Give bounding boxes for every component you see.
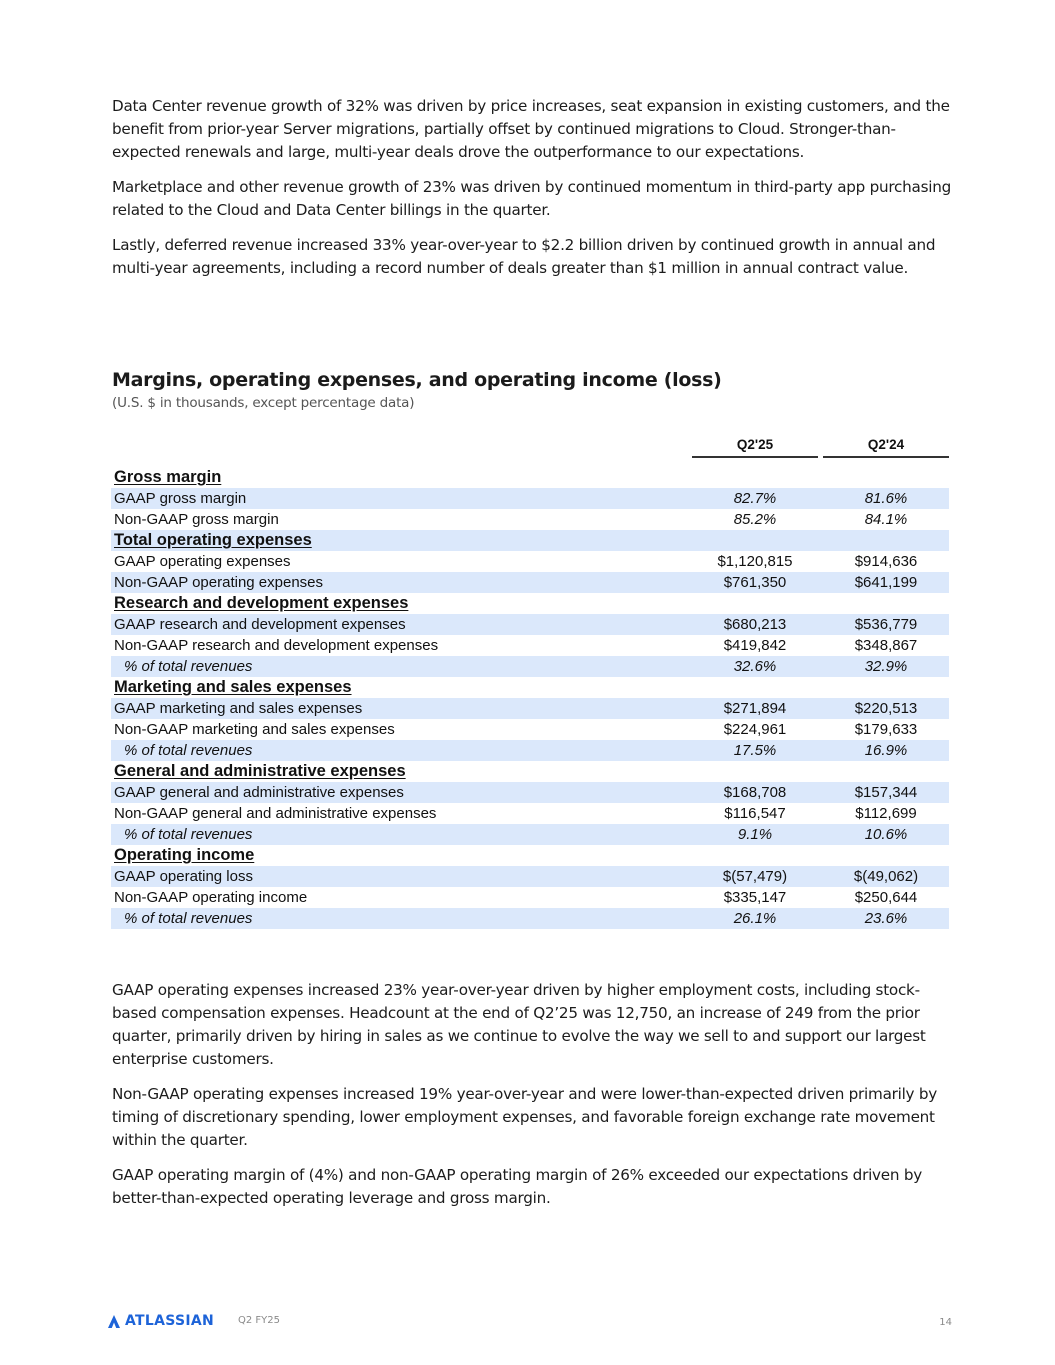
financial-table	[111, 437, 949, 929]
row-label: Non-GAAP operating income	[114, 889, 308, 906]
table-row	[111, 782, 949, 803]
value-q2-25: $680,213	[723, 616, 787, 633]
table-row	[111, 887, 949, 908]
value-q2-25: $(57,479)	[722, 868, 788, 885]
table-row	[111, 866, 949, 887]
value-q2-24: 81.6%	[864, 490, 908, 507]
row-label: Gross margin	[114, 468, 222, 486]
value-q2-25: 9.1%	[737, 826, 773, 843]
value-q2-25: 17.5%	[733, 742, 777, 759]
row-label: GAAP research and development expenses	[114, 616, 406, 633]
table-row	[111, 803, 949, 824]
value-q2-24: $641,199	[854, 574, 918, 591]
value-q2-24: 84.1%	[864, 511, 908, 528]
table-row	[111, 908, 949, 929]
table-body	[111, 467, 949, 929]
intro-text	[112, 95, 952, 292]
table-section-header	[111, 467, 949, 488]
value-q2-24: $536,779	[854, 616, 918, 633]
value-q2-24: 32.9%	[864, 658, 908, 675]
table-header	[111, 437, 949, 458]
value-q2-25: 26.1%	[733, 910, 777, 927]
section-subtitle: (U.S. $ in thousands, except percentage data)	[112, 395, 415, 411]
value-q2-25: $116,547	[724, 805, 786, 822]
row-label: GAAP marketing and sales expenses	[114, 700, 363, 717]
value-q2-24: $914,636	[854, 553, 918, 570]
paragraph: GAAP operating expenses increased 23% year-over-year driven by higher employment costs, including stock-based compensation expenses. Headcount at the end of Q2’25 was 12,750, an increase of 249 from the prior quarter, primarily driven by hiring in sales as we continue to evolve the way we sell to and support our largest enterprise customers.	[112, 981, 926, 1068]
value-q2-24: 10.6%	[864, 826, 908, 843]
value-q2-24: $220,513	[854, 700, 918, 717]
paragraph: Marketplace and other revenue growth of 23% was driven by continued momentum in third-party app purchasing related to the Cloud and Data Center billings in the quarter.	[112, 178, 951, 219]
value-q2-24: 16.9%	[864, 742, 908, 759]
row-label: Non-GAAP research and development expenses	[114, 637, 439, 654]
row-label: Non-GAAP general and administrative expenses	[114, 805, 437, 822]
value-q2-25: $168,708	[723, 784, 787, 801]
quarter-label: Q2 FY25	[238, 1315, 280, 1326]
row-label: Non-GAAP marketing and sales expenses	[114, 721, 395, 738]
column-header-q2-24: Q2'24	[823, 437, 949, 458]
value-q2-24: $348,867	[854, 637, 918, 654]
atlassian-logo	[108, 1313, 214, 1329]
paragraph: Non-GAAP operating expenses increased 19% year-over-year and were lower-than-expected driven primarily by timing of discretionary spending, lower employment expenses, and favorable foreign exchange rate movement within the quarter.	[112, 1085, 938, 1149]
table-row	[111, 572, 949, 593]
table-row	[111, 635, 949, 656]
paragraph: GAAP operating margin of (4%) and non-GAAP operating margin of 26% exceeded our expectations driven by better-than-expected operating leverage and gross margin.	[112, 1166, 922, 1207]
row-label: Total operating expenses	[114, 531, 312, 549]
row-label: % of total revenues	[124, 910, 253, 927]
logo-text: ATLASSIAN	[125, 1313, 215, 1329]
value-q2-25: $335,147	[723, 889, 787, 906]
page-footer	[108, 1313, 952, 1331]
row-label: % of total revenues	[124, 742, 253, 759]
row-label: Non-GAAP gross margin	[114, 511, 279, 528]
atlassian-logo-icon	[108, 1315, 120, 1328]
table-section-header	[111, 593, 949, 614]
table-row	[111, 551, 949, 572]
value-q2-25: $1,120,815	[717, 553, 793, 570]
table-row	[111, 698, 949, 719]
value-q2-24: 23.6%	[864, 910, 908, 927]
value-q2-24: $(49,062)	[853, 868, 919, 885]
value-q2-25: $761,350	[723, 574, 787, 591]
value-q2-25: 32.6%	[733, 658, 777, 675]
value-q2-24: $179,633	[854, 721, 918, 738]
table-section-header	[111, 845, 949, 866]
value-q2-25: $224,961	[723, 721, 787, 738]
value-q2-24: $250,644	[854, 889, 918, 906]
table-row	[111, 719, 949, 740]
page-number: 14	[939, 1317, 952, 1328]
section-title: Margins, operating expenses, and operating income (loss)	[112, 369, 722, 391]
value-q2-25: 82.7%	[733, 490, 777, 507]
row-label: Research and development expenses	[114, 594, 409, 612]
table-row	[111, 656, 949, 677]
row-label: Operating income	[114, 846, 255, 864]
row-label: GAAP gross margin	[114, 490, 247, 507]
paragraph: Lastly, deferred revenue increased 33% year-over-year to $2.2 billion driven by continued growth in annual and multi-year agreements, including a record number of deals greater than $1 million in annual contract value.	[112, 236, 936, 277]
table-section-header	[111, 677, 949, 698]
paragraph: Data Center revenue growth of 32% was driven by price increases, seat expansion in existing customers, and the benefit from prior-year Server migrations, partially offset by continued migrations to Cloud. Stronger-than-expected renewals and large, multi-year deals drove the outperformance to our expectations.	[112, 97, 950, 161]
table-row	[111, 824, 949, 845]
row-label: GAAP operating loss	[114, 868, 253, 885]
row-label: % of total revenues	[124, 826, 253, 843]
row-label: Marketing and sales expenses	[114, 678, 352, 696]
row-label: % of total revenues	[124, 658, 253, 675]
outro-text	[112, 979, 952, 1222]
column-header-q2-25: Q2'25	[692, 437, 818, 458]
value-q2-25: 85.2%	[733, 511, 777, 528]
row-label: Non-GAAP operating expenses	[114, 574, 324, 591]
table-section-header	[111, 530, 949, 551]
value-q2-25: $271,894	[723, 700, 787, 717]
value-q2-25: $419,842	[723, 637, 787, 654]
value-q2-24: $112,699	[855, 805, 917, 822]
row-label: General and administrative expenses	[114, 762, 406, 780]
table-row	[111, 614, 949, 635]
table-row	[111, 740, 949, 761]
row-label: GAAP general and administrative expenses	[114, 784, 404, 801]
table-row	[111, 509, 949, 530]
value-q2-24: $157,344	[854, 784, 918, 801]
table-row	[111, 488, 949, 509]
row-label: GAAP operating expenses	[114, 553, 291, 570]
table-section-header	[111, 761, 949, 782]
